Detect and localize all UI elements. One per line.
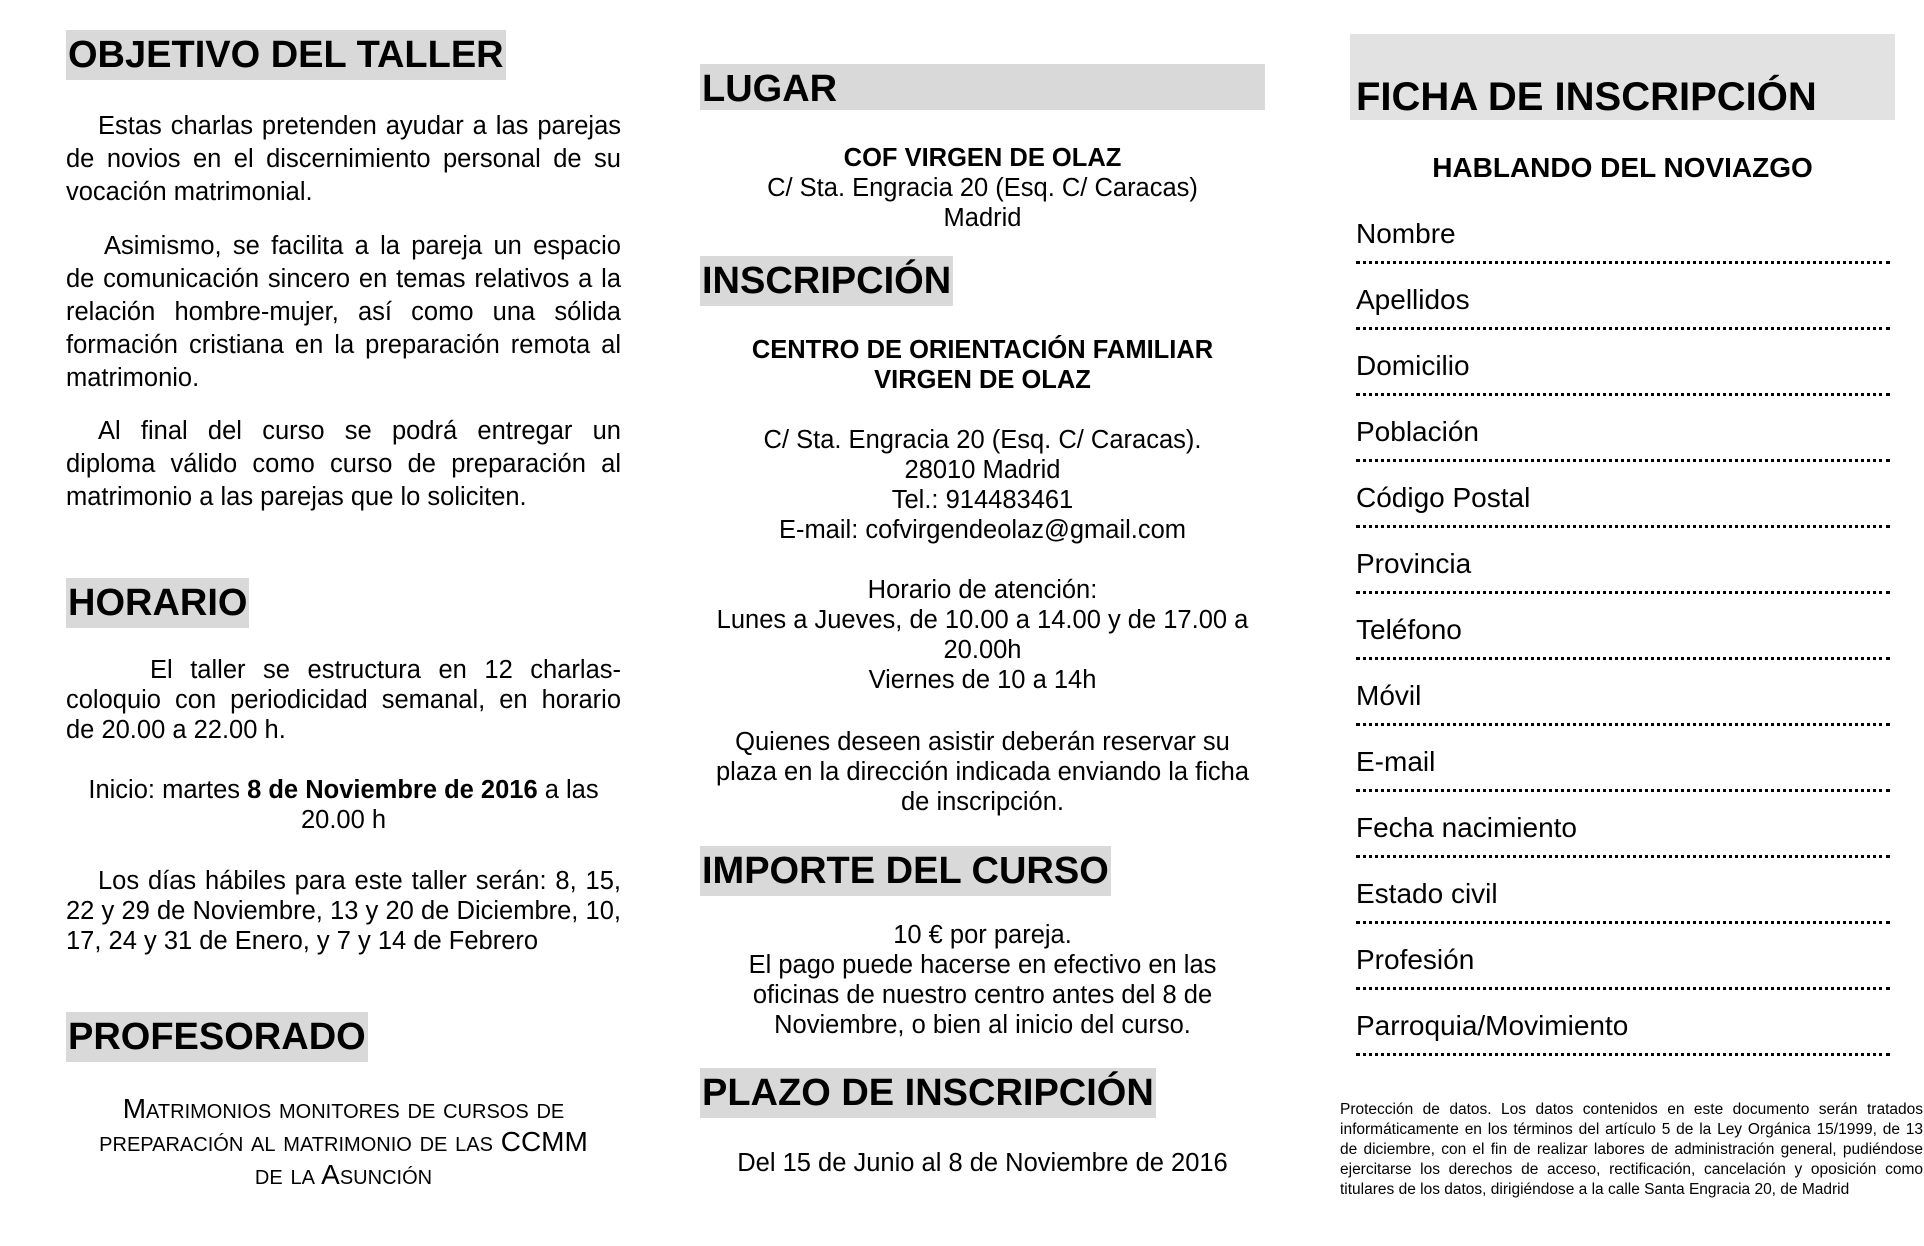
- horario-atencion-line-3: Viernes de 10 a 14h: [868, 666, 1097, 694]
- lugar-address: C/ Sta. Engracia 20 (Esq. C/ Caracas): [767, 174, 1198, 202]
- field-dotted-line[interactable]: [1356, 723, 1890, 726]
- field-nombre[interactable]: [1356, 217, 1895, 283]
- field-label: Móvil: [1356, 680, 1422, 711]
- ficha-subtitle: HABLANDO DEL NOVIAZGO: [1432, 152, 1813, 183]
- centro-address: C/ Sta. Engracia 20 (Esq. C/ Caracas).: [763, 426, 1202, 454]
- horario-atencion-line-1: Lunes a Jueves, de 10.00 a 14.00 y de 17.00 a: [716, 606, 1249, 634]
- field-dotted-line[interactable]: [1356, 459, 1890, 462]
- field-label: Domicilio: [1356, 350, 1470, 381]
- importe-line-1: 10 € por pareja.: [893, 921, 1072, 949]
- field-telefono[interactable]: [1356, 613, 1895, 679]
- plazo-heading: PLAZO DE INSCRIPCIÓN: [700, 1068, 1156, 1118]
- inscripcion-heading: INSCRIPCIÓN: [700, 256, 953, 306]
- lugar-city: Madrid: [943, 204, 1022, 232]
- field-dotted-line[interactable]: [1356, 987, 1890, 990]
- reserva-line-1: Quienes deseen asistir deberán reservar su: [735, 728, 1230, 756]
- profesorado-line-2: preparación al matrimonio de las CCMM: [99, 1126, 588, 1157]
- column-ficha: [1340, 0, 1923, 1246]
- field-label: Código Postal: [1356, 482, 1531, 513]
- field-label: Población: [1356, 416, 1479, 447]
- field-label: Provincia: [1356, 548, 1472, 579]
- reserva-line-3: de inscripción.: [901, 788, 1064, 816]
- field-label: Nombre: [1356, 218, 1456, 249]
- centro-telephone: Tel.: 914483461: [891, 486, 1074, 514]
- field-dotted-line[interactable]: [1356, 789, 1890, 792]
- field-apellidos[interactable]: [1356, 283, 1895, 349]
- field-fecha-nacimiento[interactable]: [1356, 811, 1895, 877]
- field-estado-civil[interactable]: [1356, 877, 1895, 943]
- centro-email: E-mail: cofvirgendeolaz@gmail.com: [778, 516, 1187, 544]
- field-dotted-line[interactable]: [1356, 525, 1890, 528]
- field-dotted-line[interactable]: [1356, 855, 1890, 858]
- field-label: Profesión: [1356, 944, 1475, 975]
- field-codigo-postal[interactable]: [1356, 481, 1895, 547]
- centro-line-2: VIRGEN DE OLAZ: [874, 366, 1091, 394]
- field-dotted-line[interactable]: [1356, 1053, 1890, 1056]
- ficha-heading: FICHA DE INSCRIPCIÓN: [1356, 75, 1817, 119]
- profesorado-line-3: de la Asunción: [254, 1159, 433, 1190]
- reserva-line-2: plaza en la dirección indicada enviando la ficha: [715, 758, 1250, 786]
- field-label: Teléfono: [1356, 614, 1462, 645]
- horario-heading: HORARIO: [66, 578, 249, 628]
- field-profesion[interactable]: [1356, 943, 1895, 1009]
- field-label: E-mail: [1356, 746, 1436, 777]
- field-label: Parroquia/Movimiento: [1356, 1010, 1629, 1041]
- inicio-text: Inicio: martes 8 de Noviembre de 2016 a las 20.00 h: [88, 776, 599, 834]
- field-domicilio[interactable]: [1356, 349, 1895, 415]
- field-email[interactable]: [1356, 745, 1895, 811]
- field-dotted-line[interactable]: [1356, 921, 1890, 924]
- lugar-heading: LUGAR: [700, 64, 1265, 110]
- field-label: Fecha nacimiento: [1356, 812, 1578, 843]
- objetivo-heading: OBJETIVO DEL TALLER: [66, 30, 506, 80]
- field-parroquia-movimiento[interactable]: [1356, 1009, 1895, 1075]
- centro-line-1: CENTRO DE ORIENTACIÓN FAMILIAR: [751, 336, 1214, 364]
- field-provincia[interactable]: [1356, 547, 1895, 613]
- field-dotted-line[interactable]: [1356, 327, 1890, 330]
- horario-atencion-line-2: 20.00h: [943, 636, 1022, 664]
- field-dotted-line[interactable]: [1356, 657, 1890, 660]
- lugar-name: COF VIRGEN DE OLAZ: [843, 144, 1122, 172]
- field-dotted-line[interactable]: [1356, 261, 1890, 264]
- plazo-text: Del 15 de Junio al 8 de Noviembre de 2016: [737, 1149, 1228, 1177]
- objetivo-paragraph-1: Estas charlas pretenden ayudar a las parejas de novios en el discernimiento personal de su vocación matrimonial.: [66, 112, 621, 206]
- field-label: Apellidos: [1356, 284, 1470, 315]
- profesorado-heading: PROFESORADO: [66, 1012, 368, 1062]
- profesorado-line-1: Matrimonios monitores de cursos de: [122, 1093, 565, 1124]
- field-dotted-line[interactable]: [1356, 393, 1890, 396]
- importe-line-2: El pago puede hacerse en efectivo en las: [748, 951, 1217, 979]
- field-movil[interactable]: [1356, 679, 1895, 745]
- importe-line-3: oficinas de nuestro centro antes del 8 de: [752, 981, 1213, 1009]
- horario-atencion-title: Horario de atención:: [867, 576, 1098, 604]
- objetivo-paragraph-3: Al final del curso se podrá entregar un diploma válido como curso de preparación al matrimonio a las parejas que lo soliciten.: [66, 417, 621, 511]
- field-label: Estado civil: [1356, 878, 1498, 909]
- data-protection-notice: Protección de datos. Los datos contenidos en este documento serán tratados informáticamente en los términos del artículo 5 de la Ley Orgánica 15/1999, de 13 de diciembre, con el fin de realizar labores de administración general, pudiéndose ejercitarse los derechos de acceso, rectificación, cancelación y oposición como titulares de los datos, dirigiéndose a la calle Santa Engracia 20, de Madrid: [1340, 1101, 1923, 1198]
- centro-city: 28010 Madrid: [904, 456, 1061, 484]
- field-dotted-line[interactable]: [1356, 591, 1890, 594]
- horario-paragraph: El taller se estructura en 12 charlas-coloquio con periodicidad semanal, en horario de 20.00 a 22.00 h.: [66, 656, 621, 744]
- importe-heading: IMPORTE DEL CURSO: [700, 846, 1111, 896]
- importe-line-4: Noviembre, o bien al inicio del curso.: [774, 1011, 1191, 1039]
- dias-habiles-paragraph: Los días hábiles para este taller serán: 8, 15, 22 y 29 de Noviembre, 13 y 20 de Diciembre, 10, 17, 24 y 31 de Enero, y 7 y 14 de Febrero: [66, 867, 621, 955]
- objetivo-paragraph-2: Asimismo, se facilita a la pareja un espacio de comunicación sincero en temas relativos a la relación hombre-mujer, así como una sólida formación cristiana en la preparación remota al matrimonio.: [66, 232, 621, 392]
- field-poblacion[interactable]: [1356, 415, 1895, 481]
